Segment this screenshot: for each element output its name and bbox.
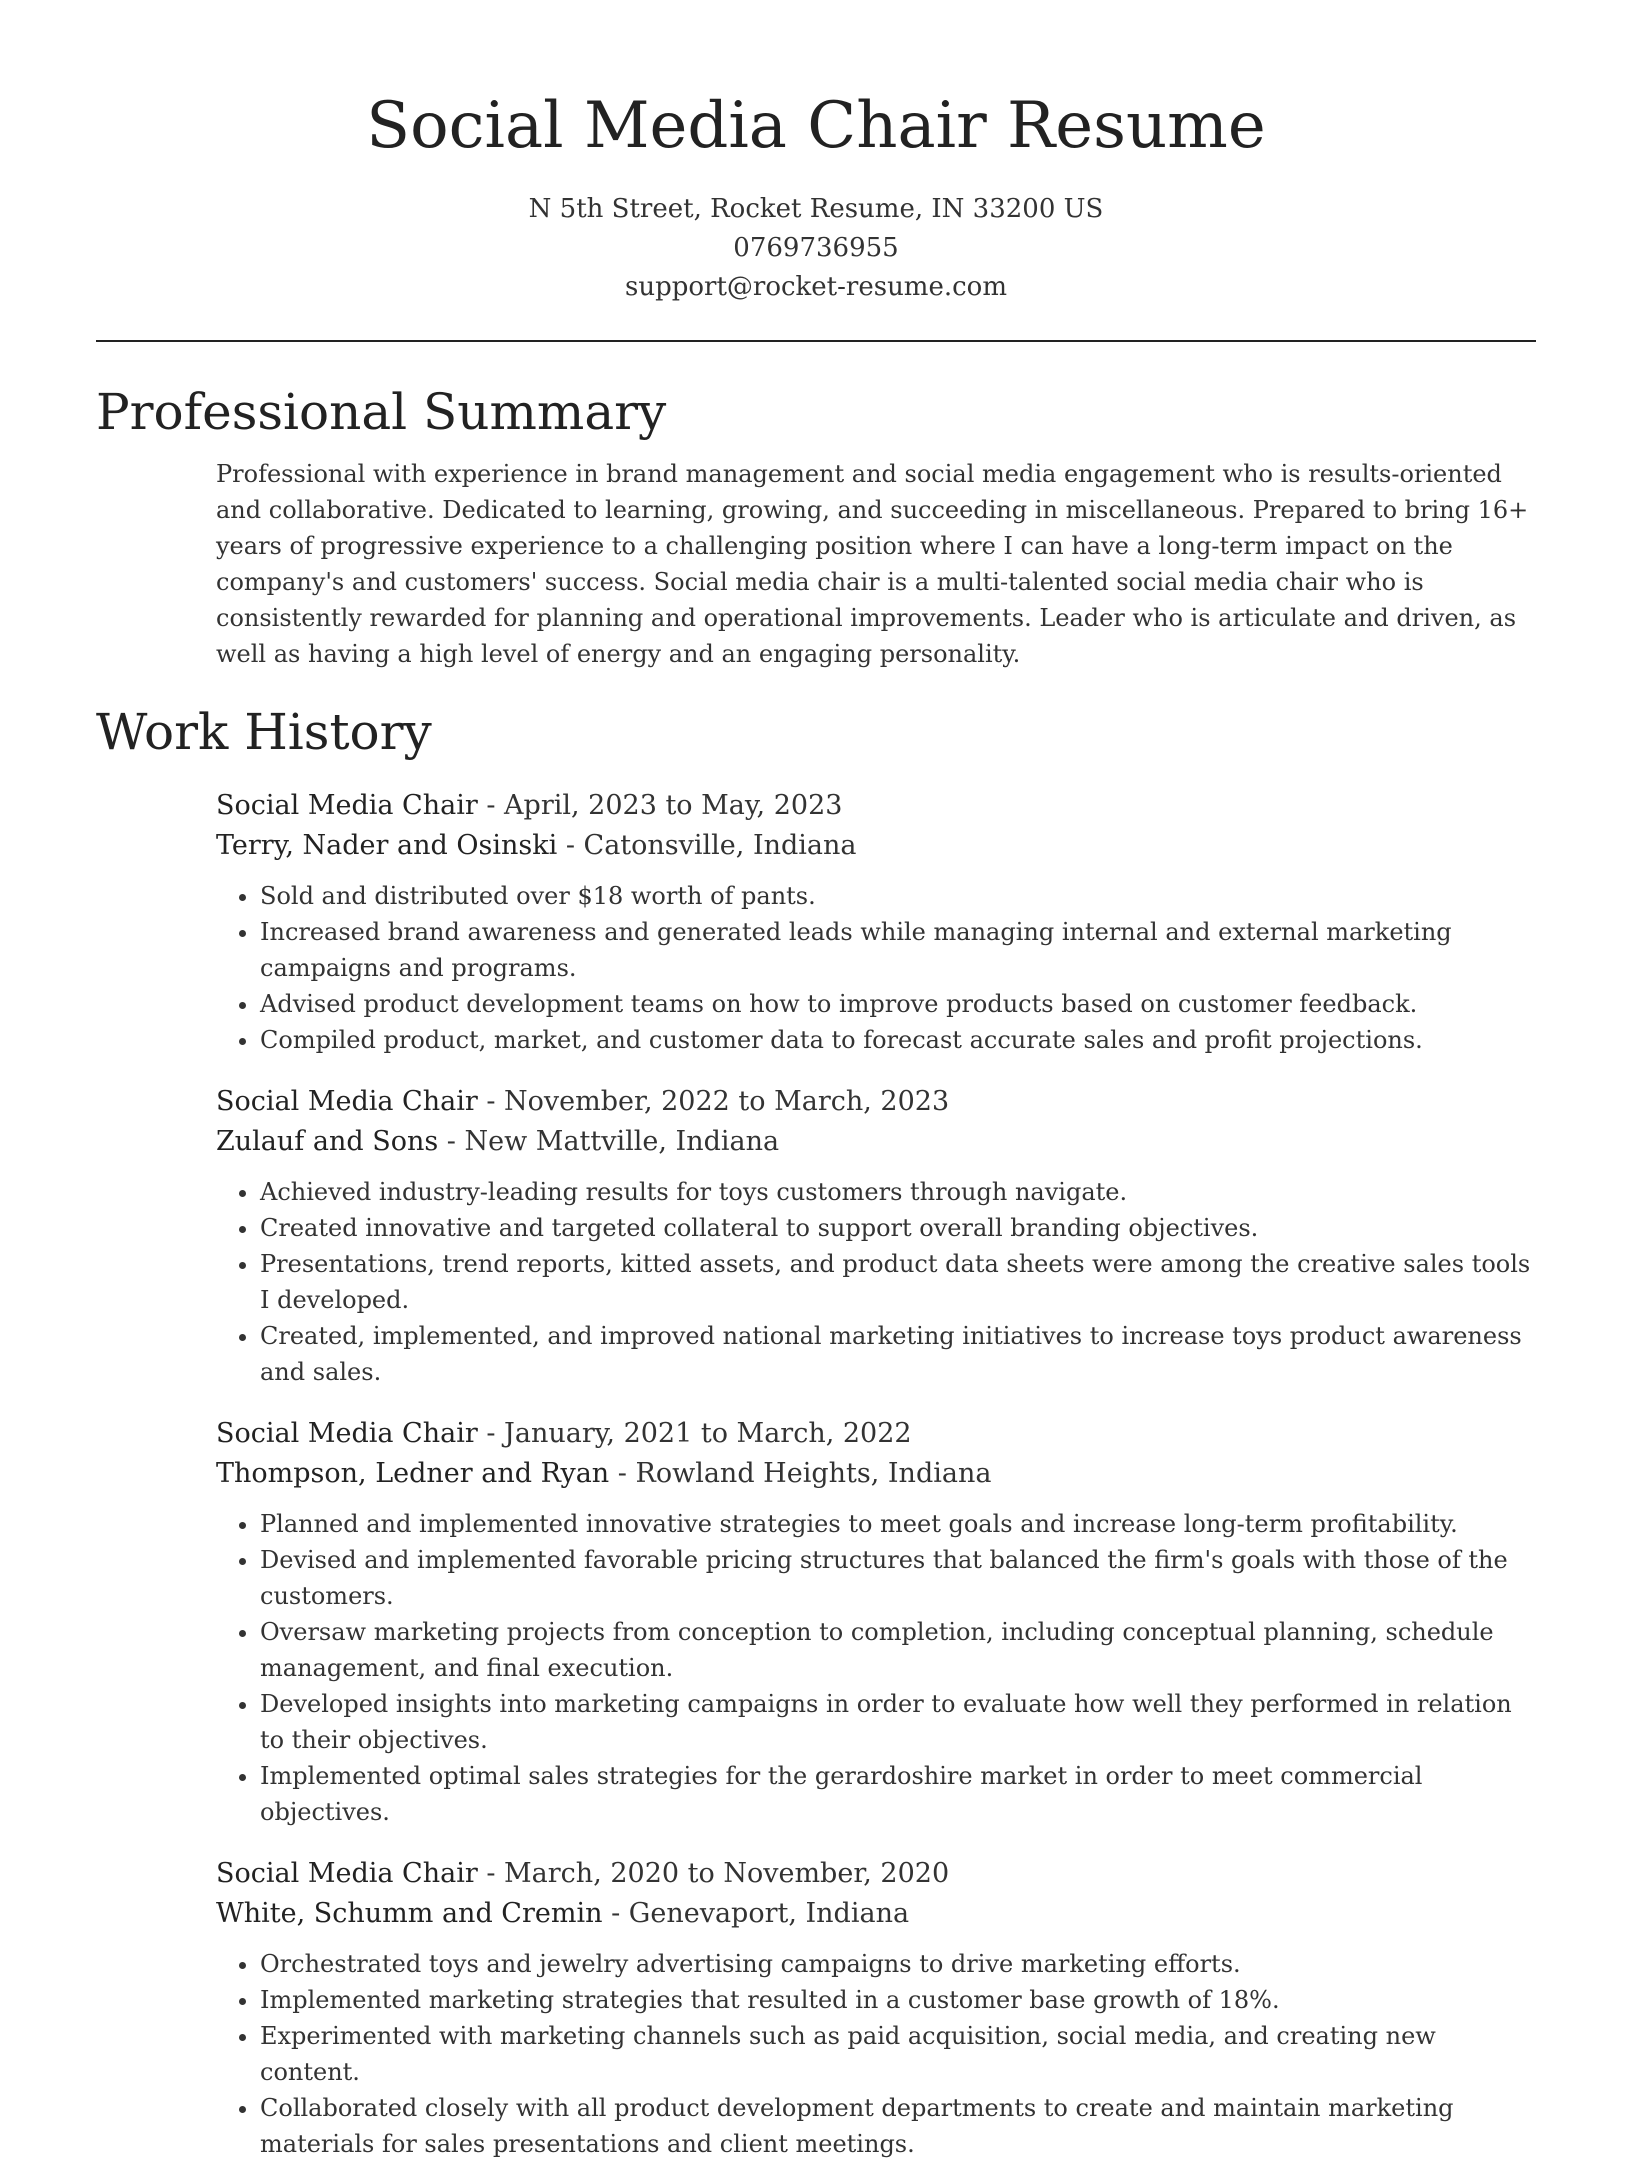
job-bullet: • Created, implemented, and improved national marketing initiatives to increase toys product awareness and sales. bbox=[260, 1318, 1536, 1390]
section-heading-work: Work History bbox=[96, 703, 432, 761]
resume-page bbox=[96, 0, 1536, 2162]
job-title-line bbox=[216, 1854, 1536, 1894]
separator: - bbox=[602, 1898, 629, 1929]
job-bullet: • Achieved industry-leading results for toys customers through navigate. bbox=[260, 1174, 1536, 1210]
job-bullet: • Advised product development teams on how to improve products based on customer feedback. bbox=[260, 986, 1536, 1022]
job-entry bbox=[216, 1854, 1536, 2162]
job-location: Catonsville, Indiana bbox=[583, 830, 857, 861]
job-bullet: • Developed insights into marketing campaigns in order to evaluate how well they performed in relation to their objectives. bbox=[260, 1686, 1536, 1758]
job-company-line bbox=[216, 1122, 1536, 1162]
job-bullet: • Increased brand awareness and generated leads while managing internal and external marketing campaigns and programs. bbox=[260, 914, 1536, 986]
job-bullet: • Collaborated closely with all product development departments to create and maintain marketing materials for sales presentations and client meetings. bbox=[260, 2090, 1536, 2162]
section-heading-summary: Professional Summary bbox=[96, 383, 667, 441]
separator: - bbox=[477, 1418, 505, 1449]
job-bullet: • Implemented optimal sales strategies for the gerardoshire market in order to meet commercial objectives. bbox=[260, 1758, 1536, 1830]
job-dates: March, 2020 to November, 2020 bbox=[504, 1858, 950, 1889]
job-title: Social Media Chair bbox=[216, 1418, 478, 1449]
job-bullet: • Sold and distributed over $18 worth of pants. bbox=[260, 878, 1536, 914]
work-history-section bbox=[96, 700, 1536, 2162]
job-title-line bbox=[216, 786, 1536, 826]
job-bullet: • Experimented with marketing channels such as paid acquisition, social media, and creating new content. bbox=[260, 2018, 1536, 2090]
job-dates: April, 2023 to May, 2023 bbox=[504, 790, 843, 821]
job-bullet-list bbox=[216, 878, 1536, 1058]
job-bullet-list bbox=[216, 1174, 1536, 1390]
job-location: Genevaport, Indiana bbox=[628, 1898, 910, 1929]
job-bullet: • Created innovative and targeted collateral to support overall branding objectives. bbox=[260, 1210, 1536, 1246]
job-company-line bbox=[216, 1454, 1536, 1494]
job-bullet: • Planned and implemented innovative strategies to meet goals and increase long-term profitability. bbox=[260, 1506, 1536, 1542]
job-bullet: • Implemented marketing strategies that resulted in a customer base growth of 18%. bbox=[260, 1982, 1536, 2018]
job-entry bbox=[216, 1082, 1536, 1390]
job-company-line bbox=[216, 1894, 1536, 1934]
job-bullet: • Presentations, trend reports, kitted assets, and product data sheets were among the creative sales tools I developed. bbox=[260, 1246, 1536, 1318]
job-entry bbox=[216, 786, 1536, 1058]
job-bullet-list bbox=[216, 1946, 1536, 2162]
contact-email: support@rocket-resume.com bbox=[624, 272, 1007, 302]
job-company: White, Schumm and Cremin bbox=[216, 1898, 603, 1929]
professional-summary-section bbox=[96, 380, 1536, 672]
resume-title: Social Media Chair Resume bbox=[366, 89, 1266, 163]
separator: - bbox=[477, 790, 505, 821]
job-dates: January, 2021 to March, 2022 bbox=[504, 1418, 912, 1449]
header-divider bbox=[96, 340, 1536, 342]
job-entry bbox=[216, 1414, 1536, 1830]
job-bullet: • Compiled product, market, and customer data to forecast accurate sales and profit projections. bbox=[260, 1022, 1536, 1058]
job-title-line bbox=[216, 1082, 1536, 1122]
job-location: New Mattville, Indiana bbox=[464, 1126, 780, 1157]
separator: - bbox=[477, 1858, 505, 1889]
separator: - bbox=[557, 830, 584, 861]
job-dates: November, 2022 to March, 2023 bbox=[504, 1086, 950, 1117]
job-title: Social Media Chair bbox=[216, 1086, 478, 1117]
contact-address: N 5th Street, Rocket Resume, IN 33200 US bbox=[528, 194, 1104, 224]
job-bullet: • Devised and implemented favorable pricing structures that balanced the firm's goals with those of the customers. bbox=[260, 1542, 1536, 1614]
job-title-line bbox=[216, 1414, 1536, 1454]
contact-phone: 0769736955 bbox=[733, 233, 899, 263]
separator: - bbox=[609, 1458, 636, 1489]
job-title: Social Media Chair bbox=[216, 1858, 478, 1889]
separator: - bbox=[477, 1086, 505, 1117]
job-company-line bbox=[216, 826, 1536, 866]
summary-paragraph: Professional with experience in brand management and social media engagement who is results-oriented and collaborative. Dedicated to learning, growing, and succeeding in miscellaneous. Prepared to bring 16+ years of progressive experience to a challenging position where I can have a long-term impact on the company's and customers' success. Social media chair is a multi-talented social media chair who is consistently rewarded for planning and operational improvements. Leader who is articulate and driven, as well as having a high level of energy and an engaging personality. bbox=[216, 460, 1529, 668]
job-company: Terry, Nader and Osinski bbox=[216, 830, 558, 861]
job-company: Zulauf and Sons bbox=[216, 1126, 439, 1157]
resume-header bbox=[96, 0, 1536, 307]
job-bullet: • Oversaw marketing projects from conception to completion, including conceptual planning, schedule management, and final execution. bbox=[260, 1614, 1536, 1686]
job-bullet-list bbox=[216, 1506, 1536, 1830]
job-title: Social Media Chair bbox=[216, 790, 478, 821]
separator: - bbox=[438, 1126, 465, 1157]
job-bullet: • Orchestrated toys and jewelry advertising campaigns to drive marketing efforts. bbox=[260, 1946, 1536, 1982]
job-company: Thompson, Ledner and Ryan bbox=[216, 1458, 610, 1489]
job-location: Rowland Heights, Indiana bbox=[635, 1458, 992, 1489]
